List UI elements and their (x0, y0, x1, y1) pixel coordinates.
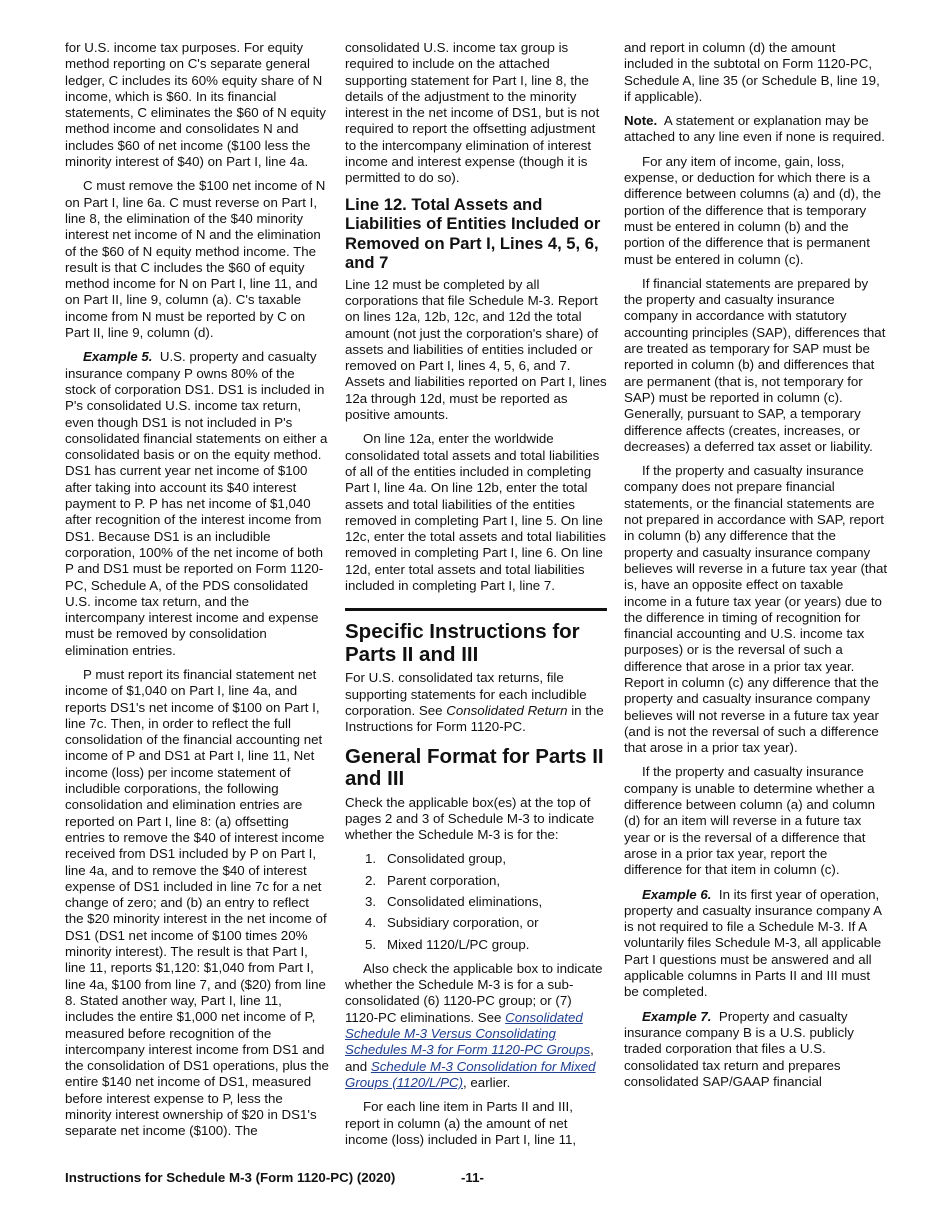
list-number: 3. (365, 893, 377, 909)
example-label: Example 7. (642, 1008, 712, 1024)
text: For U.S. consolidated tax returns, file supporting statements for each includible corporation. See (345, 670, 587, 718)
list-text: Mixed 1120/L/PC group. (387, 936, 530, 952)
link-consolidated-schedule-m3[interactable]: Consolidated Schedule M-3 Versus Consolidating Schedules M-3 for Form 1120-PC Groups (345, 1009, 591, 1058)
column-1 (65, 40, 329, 1160)
paragraph: for U.S. income tax purposes. For equity method reporting on C's separate general ledger, C includes its 60% equity share of N income, which is $60. In its financial statements, C eliminates the $60 of N equity method income and consolidates N and includes $60 of net income ($100 less the minority interest of $40) on Part I, line 4a. (65, 40, 326, 170)
list-item (345, 937, 607, 953)
paragraph: Check the applicable box(es) at the top of pages 2 and 3 of Schedule M-3 to indicate whether the Schedule M-3 is for the: (345, 794, 595, 843)
column-2 (345, 40, 607, 1160)
example-text: U.S. property and casualty insurance company P owns 80% of the stock of corporation DS1. DS1 is included in P's consolidated U.S. income tax return, even though DS1 is not included in P's consolidated financial statements on either a consolidated basis or on the equity method. DS1 has current year net income of $100 after taking into account its $40 interest payment to P. P has net income of $1,040 after recognition of the interest income from DS1. Because DS1 is an includible corporation, 100% of the net income of both P and DS1 must be reported on Form 1120-PC, Schedule A, of the PDS consolidated U.S. income tax return, and the intercompany interest income and expense must be removed by consolidation elimination entries. (65, 349, 328, 658)
paragraph: If financial statements are prepared by the property and casualty insurance company in accordance with statutory accounting principles (SAP), differences that are treated as temporary for SAP must be reported in column (b) and differences that are permanent (that is, not temporary for SAP) must be reported in column (c). Generally, pursuant to SAP, a temporary difference affects (creates, increases, or decreases) a deferred tax asset or liability. (624, 275, 886, 454)
numbered-list (345, 851, 607, 952)
note-text: A statement or explanation may be attached to any line even if none is required. (624, 113, 885, 145)
list-item (345, 851, 607, 867)
section-divider (345, 608, 607, 611)
paragraph (345, 961, 607, 1091)
page-number: -11- (461, 1170, 484, 1185)
footer-title: Instructions for Schedule M-3 (Form 1120-PC) (2020) (65, 1170, 396, 1185)
example-label: Example 5. (83, 349, 153, 365)
list-item (345, 873, 607, 889)
paragraph: C must remove the $100 net income of N on Part I, line 6a. C must reverse on Part I, line 8, the elimination of the $40 minority interest net income of N and the elimination of the $60 of N equity method income. The result is that C includes the $60 of equity method income for N on Part I, line 11, and on Part II, line 9, column (a). C's taxable income from N must be reported by C on Part II, line 9, column (d). (65, 178, 326, 341)
paragraph: For each line item in Parts II and III, report in column (a) the amount of net income (loss) included in Part I, line 11, (345, 1099, 577, 1147)
paragraph: Line 12 must be completed by all corporations that file Schedule M-3. Report on lines 12a, 12b, 12c, and 12d the total amount (not just the corporation's share) of assets and liabilities of entities included or removed on Part I, lines 4, 5, 6, and 7. Assets and liabilities reported on Part I, lines 12a through 12d, must be reported as positive amounts. (345, 276, 607, 423)
list-text: Parent corporation, (387, 872, 501, 888)
text: , and (345, 1042, 594, 1074)
list-item (345, 894, 607, 910)
text: in the Instructions for Form 1120-PC. (345, 702, 604, 735)
paragraph (345, 670, 607, 735)
example-6 (624, 887, 888, 1001)
paragraph: P must report its financial statement net income of $1,040 on Part I, line 4a, and reports DS1's net income of $100 on Part I, line 7c. Then, in order to reflect the full consolidation of the financial accounting net income of P and DS1 at Part I, line 11, Net income (loss) per income statement of includible corporations, the following consolidation and elimination entries are reported on Part I, line 8: (a) offsetting entries to remove the $40 of interest income received from DS1 included by P on Part I, line 4a, and to remove the $40 of interest expense of DS1 included in line 7c for a net change of zero; and (b) an entry to reflect the $20 minority interest in the net income of DS1 (DS1 net income of $100 times 20% minority interest). The result is that Part I, line 11, reports $1,120: $1,040 from Part I, line 4a, $100 from line 7, and ($20) from line 8. Stated another way, Part I, line 11, includes the entire $1,000 net income of P, measured before recognition of the intercompany interest income from DS1 and the consolidation of DS1 operations, plus the entire $140 net income of DS1, measured before interest expense to P, less the minority interest ownership of $20 in DS1's separate net income ($100). The (65, 666, 329, 1139)
column-3 (624, 40, 888, 1160)
link-schedule-m3-mixed-groups[interactable]: Schedule M-3 Consolidation for Mixed Groups (1120/L/PC) (345, 1058, 596, 1090)
paragraph: On line 12a, enter the worldwide consolidated total assets and total liabilities of all of the entities included in completing Part I, line 4a. On line 12b, enter the total assets and total liabilities of the entities removed in completing Part I, line 5. On line 12c, enter the total assets and total liabilities removed in completing Part I, line 6. On line 12d, enter total assets and total liabilities included in completing Part I, line 7. (345, 431, 606, 594)
example-label: Example 6. (642, 886, 712, 902)
text: , earlier. (463, 1074, 511, 1090)
list-text: Subsidiary corporation, or (387, 915, 539, 931)
section-heading-general-format: General Format for Parts II and III (345, 744, 604, 790)
example-7 (624, 1009, 888, 1090)
list-number: 1. (365, 851, 377, 867)
example-text: Property and casualty insurance company B is a U.S. publicly traded corporation that files a U.S. consolidated tax return and prepares consolidated SAP/GAAP financial (624, 1008, 854, 1089)
note (624, 113, 888, 146)
italic-reference: Consolidated Return (446, 702, 568, 718)
list-text: Consolidated eliminations, (387, 893, 543, 909)
section-heading-line-12: Line 12. Total Assets and Liabilities of Entities Included or Removed on Part I, Lines 4, 5, 6, and 7 (345, 194, 601, 273)
paragraph: If the property and casualty insurance company does not prepare financial statements, or the financial statements are not prepared in accordance with SAP, report in column (b) any difference that the property and casualty insurance company believes will reverse in a future tax year (that is, have an opposite effect on taxable income in a future tax year (or years) due to the difference in timing of recognition for financial accounting and U.S. income tax purposes) or is the reversal of such a difference that arose in a prior tax year. Report in column (c) any difference that the property and casualty insurance company believes will not reverse in a future tax year (and is not the reversal of such a difference that arose in a prior tax year). (624, 463, 888, 756)
paragraph: consolidated U.S. income tax group is required to include on the attached supporting statement for Part I, line 8, the details of the adjustment to the minority interest in the net income of DS1, but is not required to report the offsetting adjustment to the intercompany elimination of interest income and interest expense (though it is permitted to do so). (345, 40, 600, 186)
note-label: Note. (624, 113, 658, 129)
paragraph: For any item of income, gain, loss, expense, or deduction for which there is a difference between columns (a) and (d), the portion of the difference that is temporary must be entered in column (b) and the portion of the difference that is permanent must be entered in column (c). (624, 153, 881, 267)
text: Also check the applicable box to indicate whether the Schedule M-3 is for a sub-consolidated (6) 1120-PC group; or (7) 1120-PC eliminations. See (345, 960, 603, 1025)
list-text: Consolidated group, (387, 851, 507, 867)
paragraph: and report in column (d) the amount included in the subtotal on Form 1120-PC, Schedule A, line 35 (or Schedule B, line 19, if applicable). (624, 40, 880, 104)
list-number: 5. (365, 936, 377, 952)
paragraph: If the property and casualty insurance company is unable to determine whether a difference between column (a) and column (d) for an item will reverse in a future tax year or is the reversal of a difference that arose in a prior tax year, report the difference for that item in column (c). (624, 764, 876, 878)
example-5 (65, 349, 329, 659)
list-number: 2. (365, 872, 377, 888)
section-heading-specific-instructions: Specific Instructions for Parts II and III (345, 620, 580, 666)
example-text: In its first year of operation, property and casualty insurance company A is not required to file a Schedule M-3. If A voluntarily files Schedule M-3, all applicable Part I questions must be answered and all applicable columns in Parts II and III must be completed. (624, 886, 882, 1000)
list-number: 4. (365, 915, 377, 931)
list-item (345, 915, 607, 931)
